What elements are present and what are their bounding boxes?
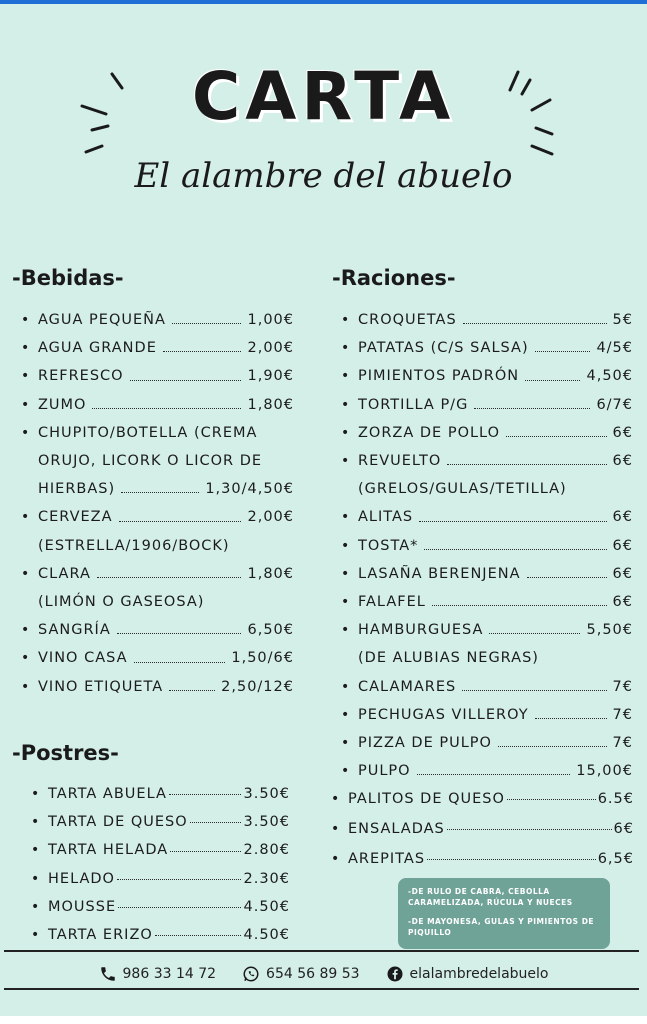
leader-dots xyxy=(447,828,612,830)
leader-dots xyxy=(427,858,596,860)
leader-dots xyxy=(419,520,606,522)
item-price: 4,50€ xyxy=(586,368,633,385)
item-price: 1,50/6€ xyxy=(231,650,294,667)
item-price: 6/7€ xyxy=(596,396,633,413)
item-price: 3.50€ xyxy=(243,786,290,802)
item-name: • ENSALADAS xyxy=(348,821,445,837)
list-item xyxy=(18,560,294,616)
item-name: • REFRESCO xyxy=(38,368,124,385)
item-name: • PIMIENTOS PADRÓN xyxy=(358,368,520,385)
raciones-list-extra xyxy=(328,784,634,874)
leader-dots xyxy=(507,798,596,800)
leader-dots xyxy=(134,661,226,663)
leader-dots xyxy=(169,689,215,691)
list-item xyxy=(338,673,633,701)
restaurant-name: El alambre del abuelo xyxy=(134,156,513,196)
item-price: 1,80€ xyxy=(247,396,294,413)
raciones-list xyxy=(338,306,633,785)
top-accent-bar xyxy=(0,0,647,4)
leader-dots xyxy=(117,632,242,634)
item-name: • AREPITAS xyxy=(348,851,426,867)
item-name: • HAMBURGUESA xyxy=(358,622,484,639)
item-name: • PULPO xyxy=(358,763,411,780)
item-price: 2.30€ xyxy=(243,870,290,887)
item-detail: (DE ALUBIAS NEGRAS) xyxy=(358,650,539,667)
item-name: • REVUELTO xyxy=(358,453,442,470)
contact-footer xyxy=(2,965,645,983)
item-name: • MOUSSE xyxy=(48,898,117,915)
item-name: • PIZZA DE PULPO xyxy=(358,735,492,752)
item-price: 7€ xyxy=(612,678,633,695)
item-name: • TARTA HELADA xyxy=(48,842,169,859)
item-price: 1,90€ xyxy=(247,368,294,385)
leader-dots xyxy=(92,407,241,409)
item-price: 5,50€ xyxy=(586,622,633,639)
list-item xyxy=(338,362,633,390)
leader-dots xyxy=(535,350,591,352)
list-item xyxy=(18,616,294,644)
list-item xyxy=(328,844,634,874)
leader-dots xyxy=(170,850,241,852)
item-detail: (LIMÓN O GASEOSA) xyxy=(38,594,205,611)
item-name-line3: HIERBAS) xyxy=(38,481,116,498)
item-price: 3.50€ xyxy=(243,814,290,831)
item-name: • LASAÑA BERENJENA xyxy=(358,565,521,582)
list-item xyxy=(18,334,294,362)
leader-dots xyxy=(119,520,242,522)
item-name: • ZORZA DE POLLO xyxy=(358,424,501,441)
leader-dots xyxy=(432,604,607,606)
leader-dots xyxy=(447,463,606,465)
phone-icon xyxy=(99,965,117,983)
item-name: • CLARA xyxy=(38,565,91,582)
item-name: • CALAMARES xyxy=(358,678,457,695)
item-name: • AGUA GRANDE xyxy=(38,340,157,357)
item-price: 6€ xyxy=(612,424,633,441)
facebook-contact[interactable] xyxy=(386,965,549,983)
item-price: 6€ xyxy=(612,537,633,554)
list-item xyxy=(338,532,633,560)
list-item xyxy=(338,306,633,334)
item-price: 6€ xyxy=(612,453,633,470)
item-name: • TARTA ABUELA xyxy=(48,786,167,802)
item-price: 2,00€ xyxy=(247,509,294,526)
leader-dots xyxy=(155,934,242,936)
item-name: • TARTA DE QUESO xyxy=(48,814,188,831)
menu-title: CARTA xyxy=(191,58,456,135)
leader-dots xyxy=(535,717,607,719)
leader-dots xyxy=(463,322,607,324)
item-detail: (ESTRELLA/1906/BOCK) xyxy=(38,537,230,554)
item-name: • TARTA ERIZO xyxy=(48,927,153,944)
note-tosta: -DE RULO DE CABRA, CEBOLLA CARAMELIZADA, RÚCULA Y NUECES xyxy=(408,887,573,907)
leader-dots xyxy=(498,745,607,747)
facebook-handle: elalambredelabuelo xyxy=(409,966,549,982)
list-item xyxy=(28,893,290,921)
item-price: 6,50€ xyxy=(247,622,294,639)
item-price: 2.80€ xyxy=(243,842,290,859)
postres-list xyxy=(28,780,290,949)
section-title-raciones: -Raciones- xyxy=(332,266,456,290)
list-item xyxy=(28,865,290,893)
list-item xyxy=(338,729,633,757)
leader-dots xyxy=(424,548,606,550)
list-item xyxy=(338,757,633,785)
item-price: 6,5€ xyxy=(597,851,634,867)
item-price: 2,00€ xyxy=(247,340,294,357)
list-item xyxy=(328,784,634,814)
facebook-icon xyxy=(386,965,404,983)
item-price: 6€ xyxy=(612,565,633,582)
list-item xyxy=(338,391,633,419)
list-item xyxy=(28,808,290,836)
leader-dots xyxy=(506,435,607,437)
list-item xyxy=(338,560,633,588)
item-name: • CERVEZA xyxy=(38,509,113,526)
item-price: 7€ xyxy=(612,735,633,752)
item-name: • VINO ETIQUETA xyxy=(38,678,164,695)
notes-box xyxy=(398,878,610,949)
leader-dots xyxy=(527,576,607,578)
item-name: • VINO CASA xyxy=(38,650,128,667)
item-name: • AGUA PEQUEÑA xyxy=(38,312,166,328)
leader-dots xyxy=(489,632,580,634)
leader-dots xyxy=(130,379,242,381)
list-item xyxy=(18,362,294,390)
item-name: • SANGRÍA xyxy=(38,622,111,639)
list-item xyxy=(18,306,294,334)
list-item xyxy=(18,503,294,559)
list-item xyxy=(338,588,633,616)
item-price: 6€ xyxy=(612,509,633,526)
list-item xyxy=(338,447,633,503)
item-price: 4.50€ xyxy=(243,927,290,944)
list-item xyxy=(28,836,290,864)
item-price: 6€ xyxy=(613,821,634,837)
list-item xyxy=(28,921,290,949)
leader-dots xyxy=(121,491,199,493)
leader-dots xyxy=(97,576,242,578)
leader-dots xyxy=(117,878,242,880)
leader-dots xyxy=(525,379,580,381)
item-price: 5€ xyxy=(612,312,633,328)
item-price: 15,00€ xyxy=(576,763,633,780)
footer-top-divider xyxy=(4,950,639,952)
item-name: • HELADO xyxy=(48,870,115,887)
bebidas-list xyxy=(18,306,294,701)
list-item xyxy=(338,503,633,531)
item-name: • ZUMO xyxy=(38,396,87,413)
item-name-line2: ORUJO, LICORK O LICOR DE xyxy=(38,453,263,470)
list-item xyxy=(338,701,633,729)
item-price: 1,80€ xyxy=(247,565,294,582)
bottom-band xyxy=(0,1016,647,1024)
list-item xyxy=(28,780,290,808)
list-item xyxy=(328,814,634,844)
note-tosta-2: -DE MAYONESA, GULAS Y PIMIENTOS DE PIQUILLO xyxy=(408,917,595,937)
leader-dots xyxy=(169,793,242,795)
leader-dots xyxy=(172,322,242,324)
item-price: 1,30/4,50€ xyxy=(205,481,294,498)
leader-dots xyxy=(190,821,242,823)
item-name: • PECHUGAS VILLEROY xyxy=(358,706,529,723)
item-name: • FALAFEL xyxy=(358,594,426,611)
item-price: 4.50€ xyxy=(243,898,290,915)
item-price: 7€ xyxy=(612,706,633,723)
item-price: 4/5€ xyxy=(596,340,633,357)
section-title-bebidas: -Bebidas- xyxy=(12,266,124,290)
item-price: 1,00€ xyxy=(247,312,294,328)
item-price: 6.5€ xyxy=(597,791,634,807)
item-price: 2,50/12€ xyxy=(221,678,294,695)
list-item xyxy=(338,616,633,672)
list-item xyxy=(18,419,294,504)
footer-bottom-divider xyxy=(4,988,639,990)
item-name: • TOSTA* xyxy=(358,537,419,554)
whatsapp-contact[interactable] xyxy=(242,965,360,983)
item-name: • CHUPITO/BOTELLA (CREMA xyxy=(38,424,258,441)
list-item xyxy=(338,334,633,362)
phone-number: 986 33 14 72 xyxy=(122,966,217,982)
leader-dots xyxy=(474,407,590,409)
item-detail: (GRELOS/GULAS/TETILLA) xyxy=(358,481,567,498)
menu-card xyxy=(2,6,645,1016)
list-item xyxy=(18,391,294,419)
list-item xyxy=(18,644,294,672)
leader-dots xyxy=(118,906,241,908)
whatsapp-number: 654 56 89 53 xyxy=(266,966,360,982)
item-name: • ALITAS xyxy=(358,509,414,526)
item-name: • CROQUETAS xyxy=(358,312,457,328)
leader-dots xyxy=(462,689,606,691)
leader-dots xyxy=(163,350,242,352)
list-item xyxy=(18,673,294,701)
item-name: • TORTILLA P/G xyxy=(358,396,469,413)
item-price: 6€ xyxy=(612,594,633,611)
leader-dots xyxy=(417,773,571,775)
item-name: • PATATAS (C/S SALSA) xyxy=(358,340,529,357)
section-title-postres: -Postres- xyxy=(12,741,119,765)
phone-contact[interactable] xyxy=(99,965,217,983)
whatsapp-icon xyxy=(242,965,260,983)
list-item xyxy=(338,419,633,447)
item-name: • PALITOS DE QUESO xyxy=(348,791,505,807)
